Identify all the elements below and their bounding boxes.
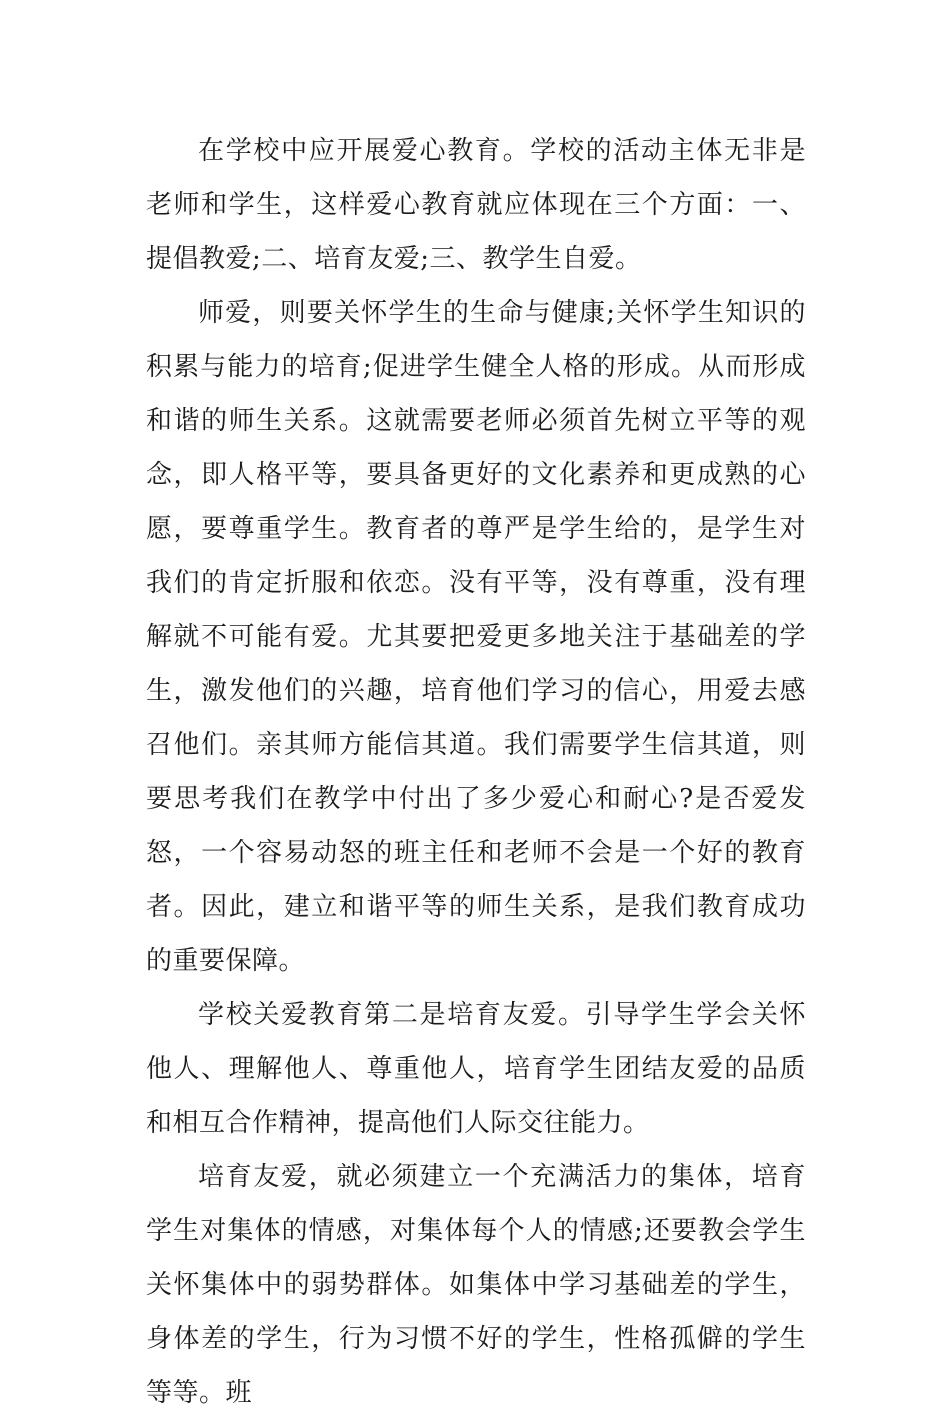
paragraph-friendship-intro: 学校关爱教育第二是培育友爱。引导学生学会关怀他人、理解他人、尊重他人，培育学生团结友爱的品质和相互合作精神，提高他们人际交往能力。 [146, 1000, 806, 1138]
paragraph-friendship-detail: 培育友爱，就必须建立一个充满活力的集体，培育学生对集体的情感，对集体每个人的情感;还要教会学生关怀集体中的弱势群体。如集体中学习基础差的学生，身体差的学生，行为习惯不好的学生，性格孤僻的学生等等。班 [146, 1162, 806, 1408]
document-body [146, 124, 806, 1420]
paragraph-teacher-love: 师爱，则要关怀学生的生命与健康;关怀学生知识的积累与能力的培育;促进学生健全人格的形成。从而形成和谐的师生关系。这就需要老师必须首先树立平等的观念，即人格平等，要具备更好的文化素养和更成熟的心愿，要尊重学生。教育者的尊严是学生给的，是学生对我们的肯定折服和依恋。没有平等，没有尊重，没有理解就不可能有爱。尤其要把爱更多地关注于基础差的学生，激发他们的兴趣，培育他们学习的信心，用爱去感召他们。亲其师方能信其道。我们需要学生信其道，则要思考我们在教学中付出了多少爱心和耐心?是否爱发怒，一个容易动怒的班主任和老师不会是一个好的教育者。因此，建立和谐平等的师生关系，是我们教育成功的重要保障。 [146, 298, 806, 976]
paragraph-intro: 在学校中应开展爱心教育。学校的活动主体无非是老师和学生，这样爱心教育就应体现在三个方面：一、提倡教爱;二、培育友爱;三、教学生自爱。 [146, 136, 806, 274]
